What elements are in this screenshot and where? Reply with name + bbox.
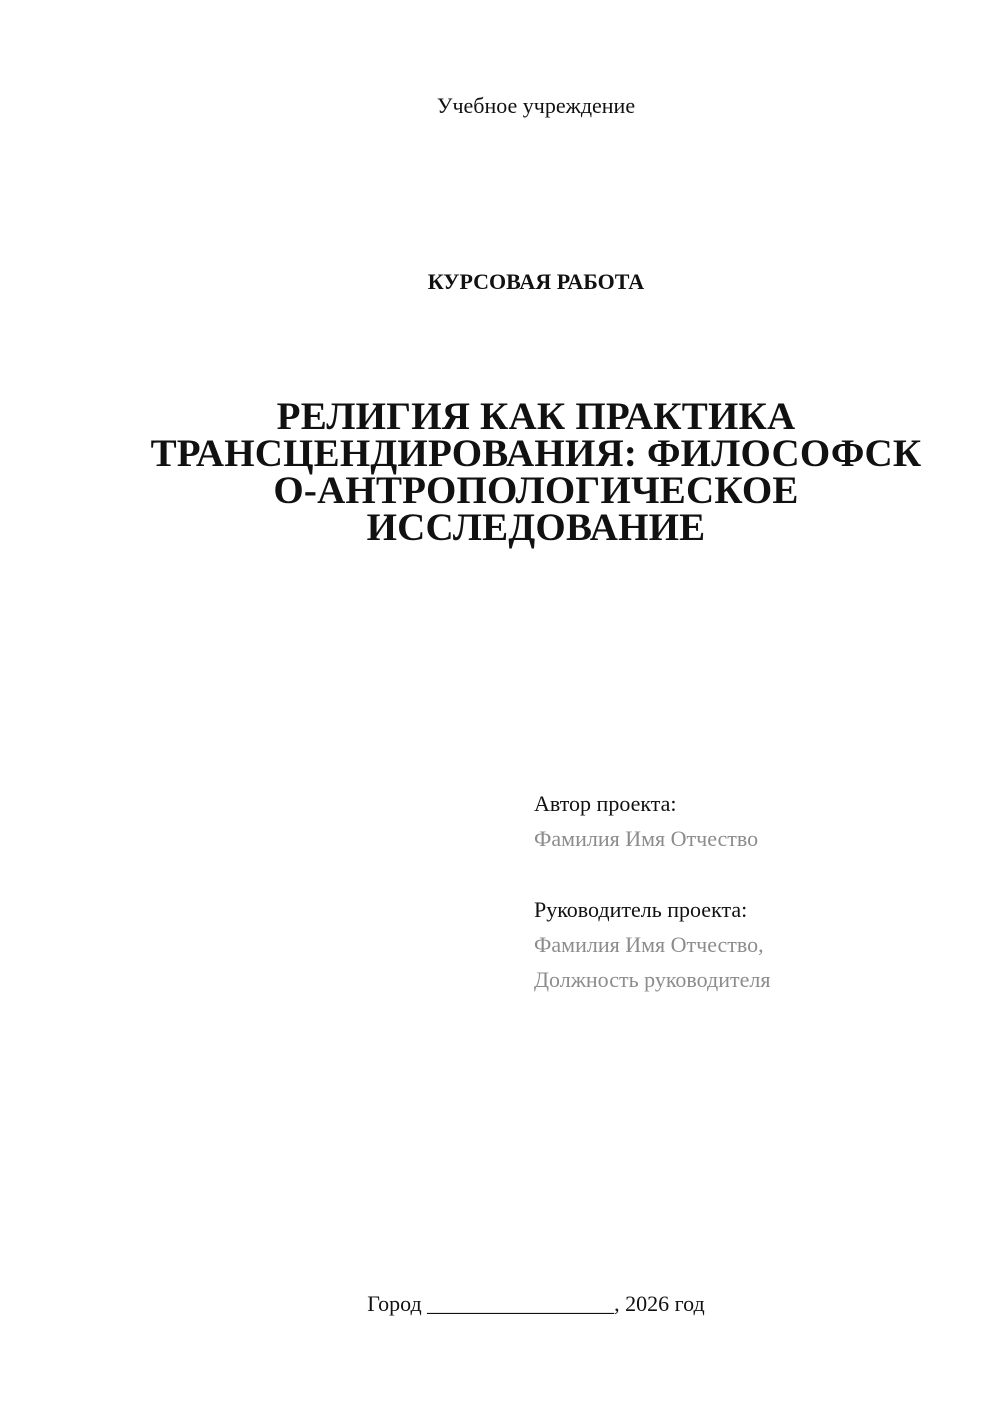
- city-label: Город: [367, 1291, 422, 1316]
- institution-name: Учебное учреждение: [436, 93, 636, 118]
- title-line: ТРАНСЦЕНДИРОВАНИЯ: ФИЛОСОФСК: [150, 432, 922, 475]
- project-people: [534, 786, 974, 997]
- title-line: ИССЛЕДОВАНИЕ: [366, 506, 706, 549]
- city-year-line: [0, 1289, 1000, 1319]
- supervisor-position: Должность руководителя: [534, 967, 771, 992]
- city-blank: _________________: [427, 1291, 615, 1316]
- author-label: Автор проекта:: [534, 791, 677, 816]
- work-type: КУРСОВАЯ РАБОТА: [427, 269, 645, 294]
- document-title: [140, 395, 932, 549]
- author-name: Фамилия Имя Отчество: [534, 826, 759, 851]
- title-line: РЕЛИГИЯ КАК ПРАКТИКА: [276, 395, 796, 438]
- spacer: [534, 856, 974, 892]
- title-line: О-АНТРОПОЛОГИЧЕСКОЕ: [273, 469, 799, 512]
- supervisor-name: Фамилия Имя Отчество,: [534, 932, 764, 957]
- supervisor-label: Руководитель проекта:: [534, 897, 748, 922]
- year-text: , 2026 год: [614, 1291, 705, 1316]
